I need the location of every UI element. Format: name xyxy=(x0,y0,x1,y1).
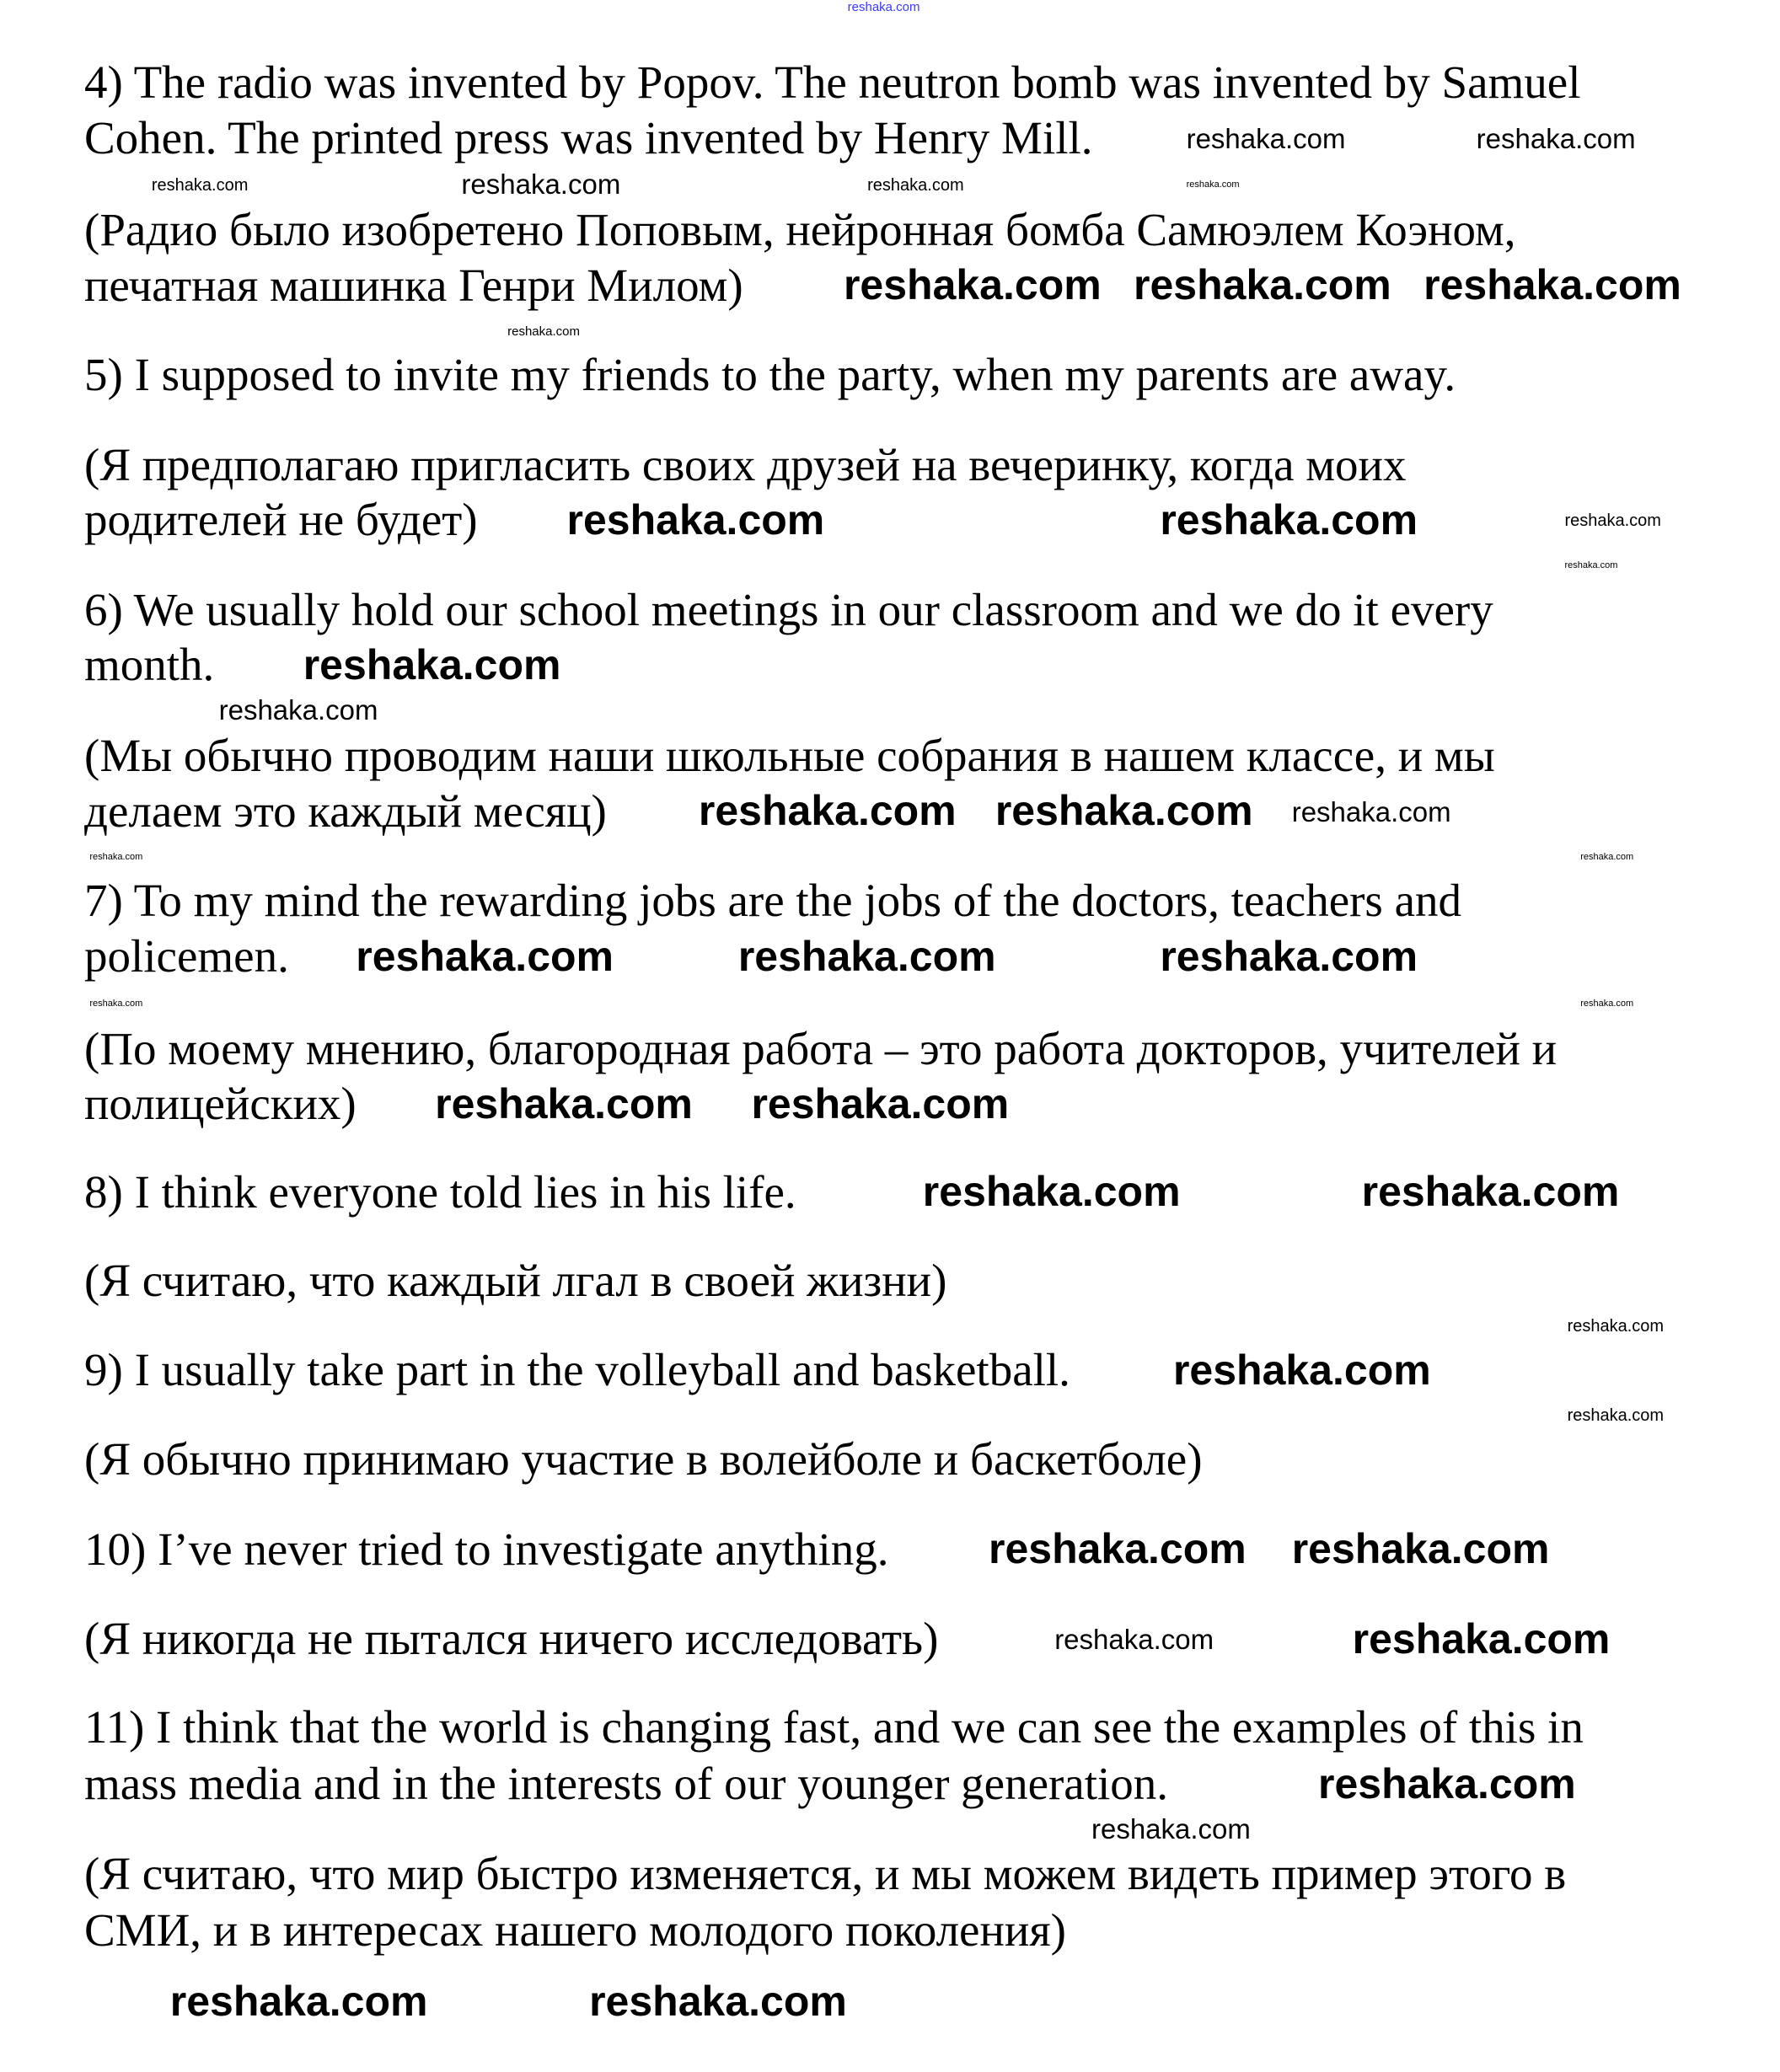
watermark: reshaka.com xyxy=(566,495,825,543)
watermark: reshaka.com xyxy=(922,1168,1181,1216)
watermark: reshaka.com xyxy=(1580,998,1634,1009)
text-line: (Радио было изобретено Поповым, нейронная бомба Самюэлем Коэном, xyxy=(84,204,1516,256)
text-line: (Я предполагаю пригласить своих друзей на вечеринку, когда моих xyxy=(84,438,1407,490)
text-line: 5) I supposed to invite my friends to the party, when my parents are away. xyxy=(84,349,1456,401)
watermark: reshaka.com xyxy=(356,932,614,980)
text-line: (Я считаю, что каждый лгал в своей жизни) xyxy=(84,1254,947,1306)
text-line: СМИ, и в интересах нашего молодого поколения) xyxy=(84,1903,1066,1956)
watermark: reshaka.com xyxy=(1352,1614,1611,1662)
watermark: reshaka.com xyxy=(303,640,561,688)
watermark: reshaka.com xyxy=(1172,1346,1431,1394)
text-line: (Мы обычно проводим наши школьные собрания в нашем классе, и мы xyxy=(84,730,1495,782)
watermark: reshaka.com xyxy=(867,175,964,195)
watermark: reshaka.com xyxy=(435,1079,693,1127)
watermark: reshaka.com xyxy=(843,261,1102,309)
text-line: (Я никогда не пытался ничего исследовать) xyxy=(84,1613,939,1665)
watermark: reshaka.com xyxy=(1564,560,1618,571)
watermark: reshaka.com xyxy=(1567,1406,1665,1426)
watermark: reshaka.com xyxy=(1291,1525,1550,1573)
watermark: reshaka.com xyxy=(1423,261,1681,309)
watermark: reshaka.com xyxy=(89,852,143,863)
watermark: reshaka.com xyxy=(1091,1813,1251,1845)
text-line: (Я считаю, что мир быстро изменяется, и мы можем видеть пример этого в xyxy=(84,1847,1567,1899)
text-line: 9) I usually take part in the volleyball and basketball. xyxy=(84,1344,1070,1396)
watermark: reshaka.com xyxy=(989,1525,1247,1573)
watermark: reshaka.com xyxy=(1186,179,1240,190)
text-line: (Я обычно принимаю участие в волейболе и баскетболе) xyxy=(84,1433,1203,1486)
text-line: печатная машинка Генри Милом) xyxy=(84,259,743,311)
text-line: 10) I’ve never tried to investigate anything. xyxy=(84,1523,889,1575)
text-line: делаем это каждый месяц) xyxy=(84,784,607,837)
watermark: reshaka.com xyxy=(1580,852,1634,863)
watermark: reshaka.com xyxy=(89,998,143,1009)
watermark: reshaka.com xyxy=(1361,1168,1620,1216)
text-line: (По моему мнению, благородная работа – это работа докторов, учителей и xyxy=(84,1022,1558,1074)
watermark: reshaka.com xyxy=(1160,932,1418,980)
text-line: mass media and in the interests of our younger generation. xyxy=(84,1758,1169,1810)
watermark: reshaka.com xyxy=(995,787,1253,835)
watermark: reshaka.com xyxy=(751,1079,1010,1127)
text-line: полицейских) xyxy=(84,1078,357,1130)
text-line: 6) We usually hold our school meetings in our classroom and we do it every xyxy=(84,583,1493,635)
watermark: reshaka.com xyxy=(461,169,621,201)
watermark: reshaka.com xyxy=(1186,122,1346,154)
text-line: 7) To my mind the rewarding jobs are the jobs of the doctors, teachers and xyxy=(84,875,1461,927)
watermark: reshaka.com xyxy=(1160,495,1418,543)
watermark: reshaka.com xyxy=(847,0,920,15)
watermark: reshaka.com xyxy=(1291,795,1451,827)
text-line: month. xyxy=(84,639,215,691)
watermark: reshaka.com xyxy=(1564,511,1661,531)
watermark: reshaka.com xyxy=(737,932,996,980)
text-line: policemen. xyxy=(84,930,289,982)
watermark: reshaka.com xyxy=(1054,1624,1214,1656)
text-line: Cohen. The printed press was invented by Henry Mill. xyxy=(84,111,1093,163)
text-line: 11) I think that the world is changing fast, and we can see the examples of this in xyxy=(84,1700,1584,1753)
watermark: reshaka.com xyxy=(1134,261,1391,309)
watermark: reshaka.com xyxy=(169,1977,428,2025)
watermark: reshaka.com xyxy=(698,787,957,835)
watermark: reshaka.com xyxy=(507,324,580,339)
watermark: reshaka.com xyxy=(1567,1316,1665,1336)
text-line: родителей не будет) xyxy=(84,494,478,546)
watermark: reshaka.com xyxy=(1476,122,1636,154)
watermark: reshaka.com xyxy=(218,694,378,726)
watermark: reshaka.com xyxy=(1318,1759,1576,1807)
watermark: reshaka.com xyxy=(589,1977,847,2025)
text-line: 4) The radio was invented by Popov. The neutron bomb was invented by Samuel xyxy=(84,56,1581,109)
watermark: reshaka.com xyxy=(151,175,249,195)
text-line: 8) I think everyone told lies in his life. xyxy=(84,1165,796,1218)
